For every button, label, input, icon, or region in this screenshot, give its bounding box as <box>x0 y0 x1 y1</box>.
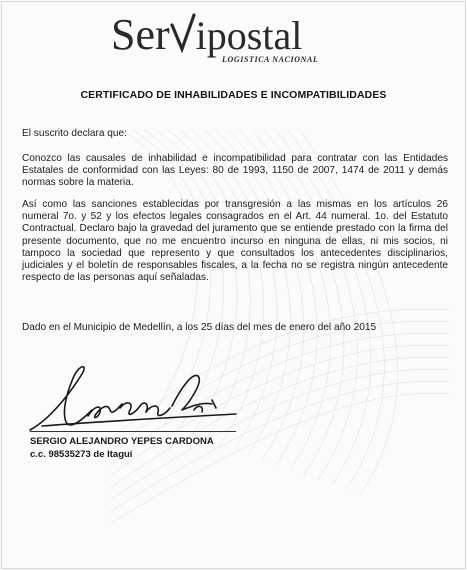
handwritten-signature <box>22 360 252 440</box>
paragraph-laws: Conozco las causales de inhabilidad e incompatibilidad para contratar con las Entidades Estatales de conformidad con las Leyes: 80 de 1993, 1150 de 2007, 1474 de 2011 y demás normas sobre la materia. <box>22 153 448 189</box>
signer-name: SERGIO ALEJANDRO YEPES CARDONA <box>30 436 214 447</box>
logo-tagline: LOGISTICA NACIONAL <box>222 55 319 64</box>
paragraph-sanctions: Así como las sanciones establecidas por transgresión a las mismas en los artículos 26 numeral 7o. y 52 y los efectos legales consagrados en el Art. 44 numeral. 1o. del Estatuto Contractual. Declaro bajo la gravedad del juramento que se entiende prestado con la firma del presente documento, que no me encuentro incurso en ninguna de ellas, ni mis socios, ni tampoco la sociedad que represento y que consultados los antecedentes disciplinarios, judiciales y el boletín de responsables fiscales, a la fecha no se registra ningún antecedente respecto de las personas aquí señaladas. <box>22 199 448 284</box>
document-title: CERTIFICADO DE INHABILIDADES E INCOMPATIBILIDADES <box>80 89 387 101</box>
servipostal-logo <box>111 8 331 72</box>
logo-text-part2: ipostal <box>195 13 303 58</box>
date-line: Dado en el Municipio de Medellín, a los 25 días del mes de enero del año 2015 <box>22 322 377 333</box>
signer-id-number: c.c. 98535273 de Itaguí <box>30 449 133 460</box>
logo-text-part1: Ser <box>111 10 170 59</box>
signature-line <box>30 431 236 432</box>
logo-v-mark-icon <box>170 13 196 53</box>
intro-text: El suscrito declara que: <box>22 128 127 139</box>
